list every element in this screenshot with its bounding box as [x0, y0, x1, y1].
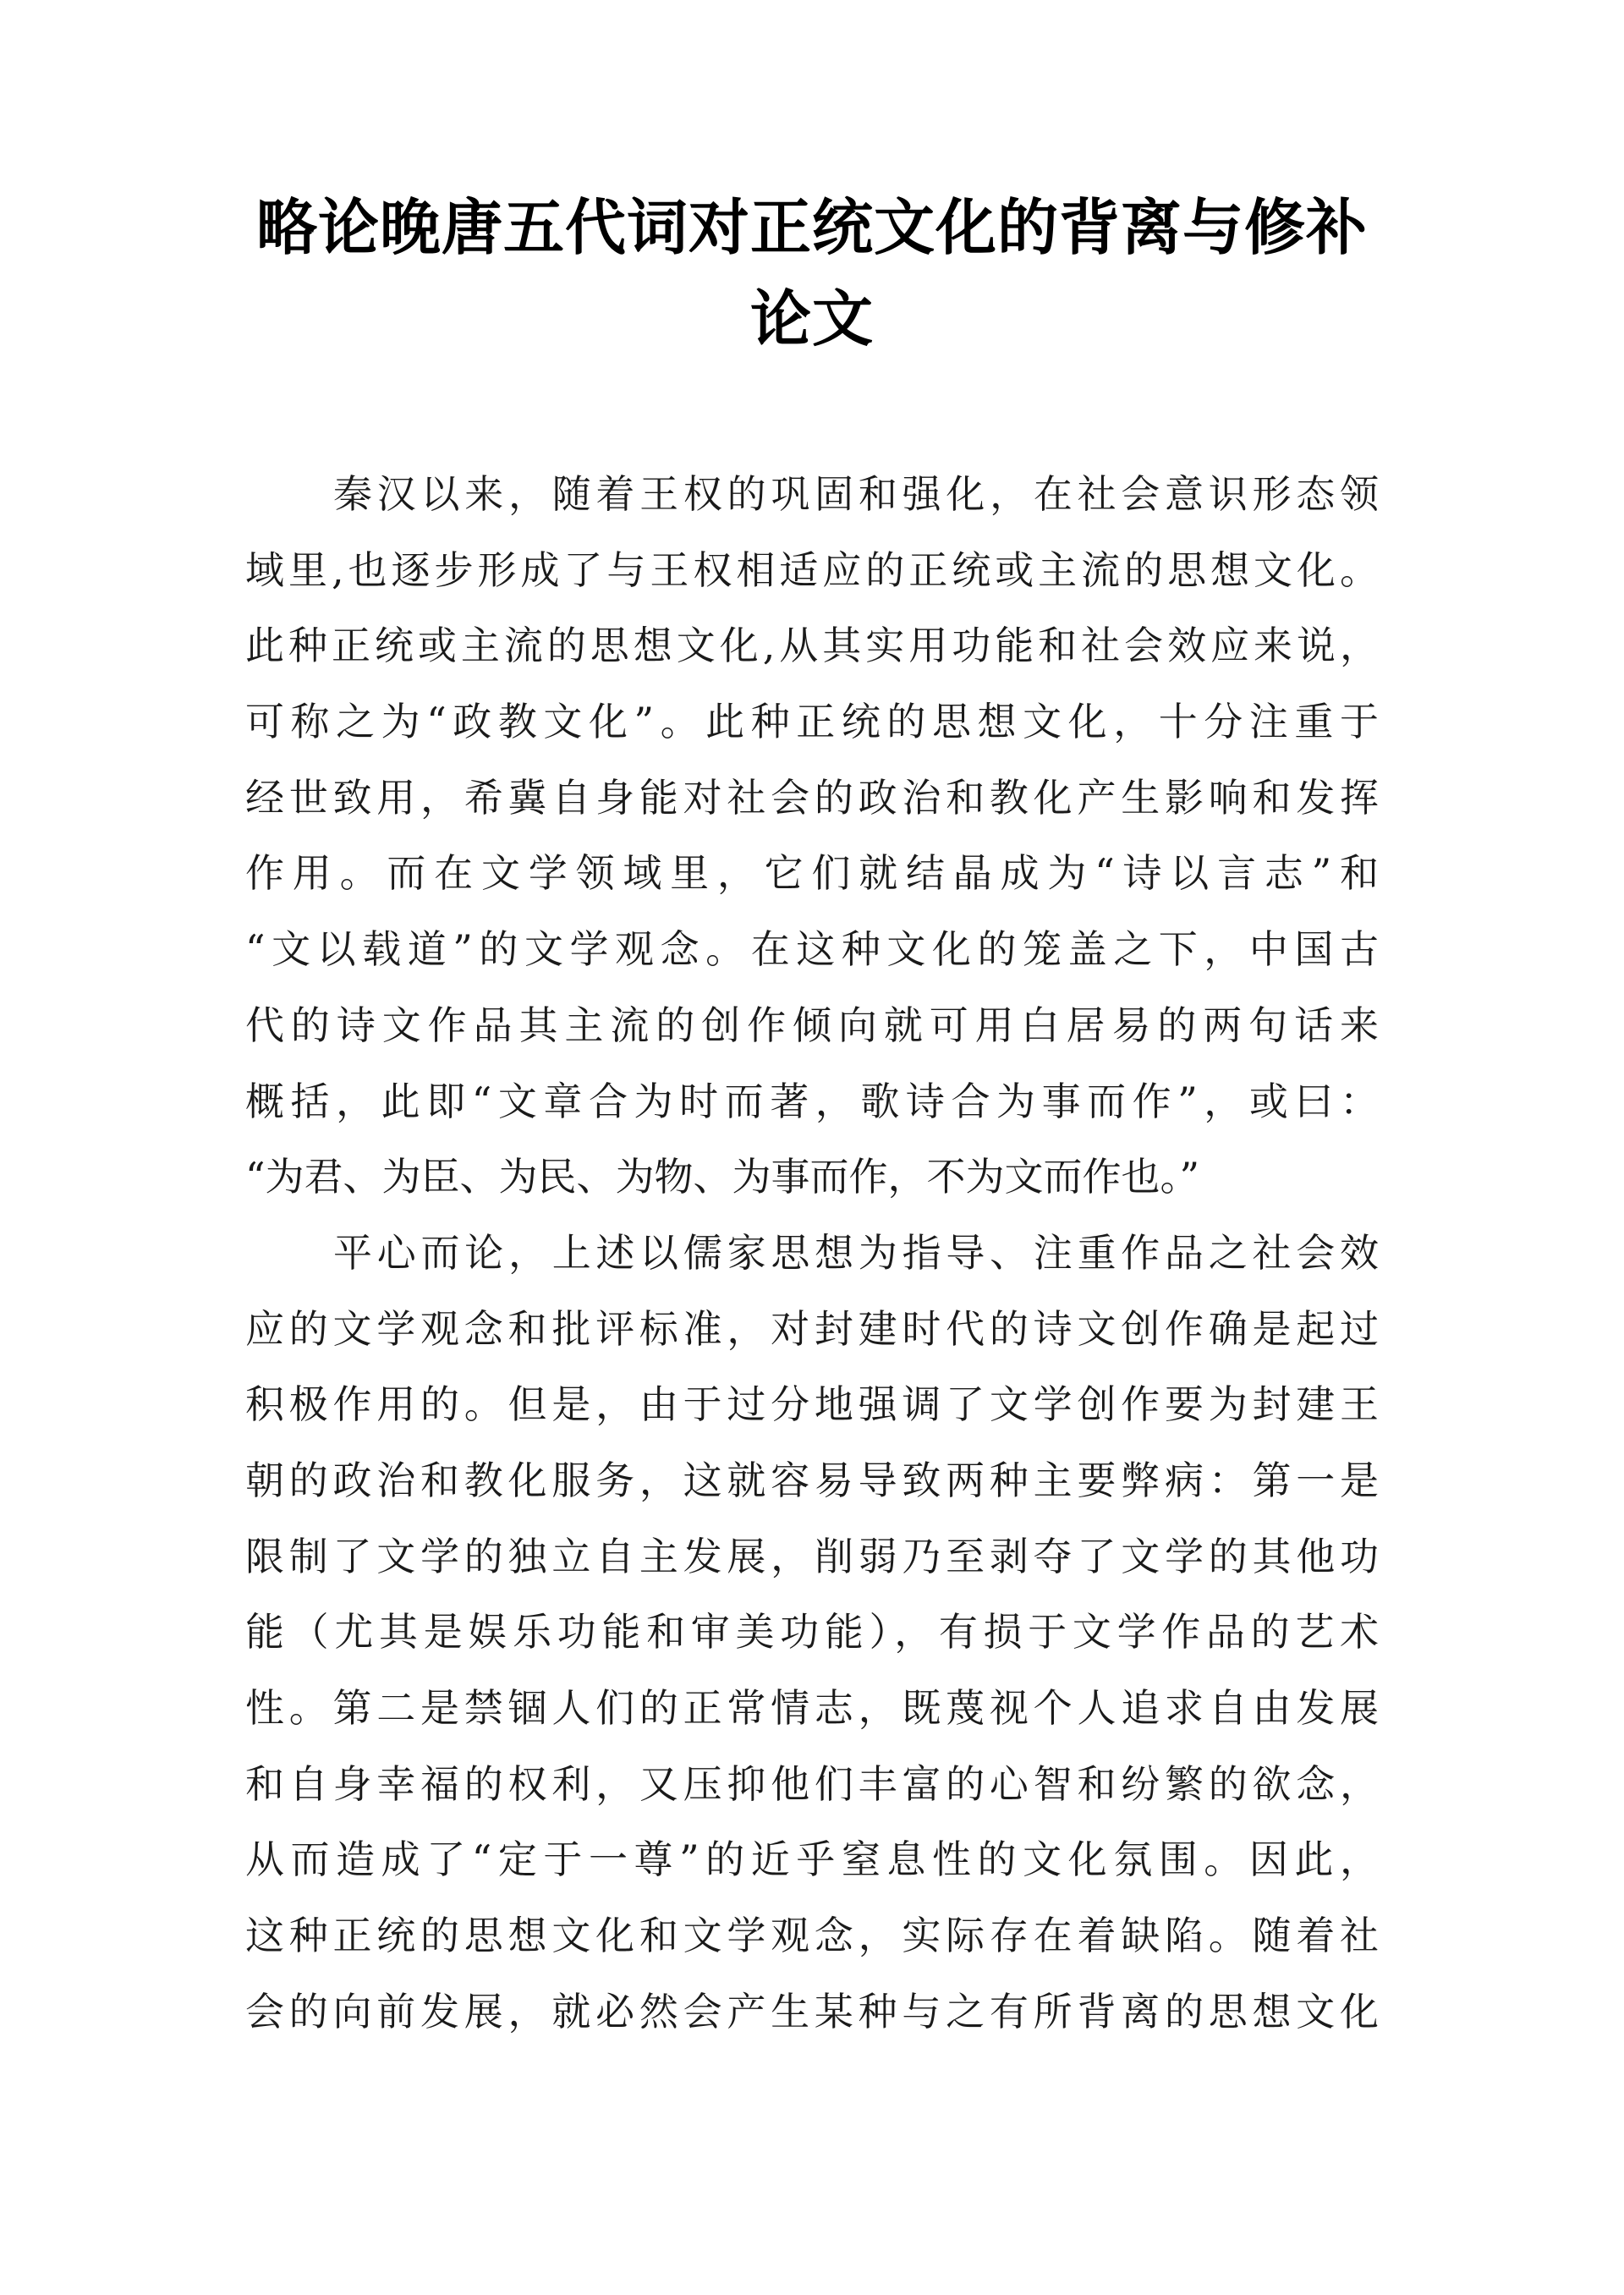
paragraph-1-line: 域里,也逐步形成了与王权相适应的正统或主流的思想文化。 [245, 546, 1379, 593]
paragraph-1-line: 可称之为“政教文化”。此种正统的思想文化，十分注重于 [245, 699, 1379, 745]
title-line-2: 论文 [749, 283, 874, 354]
paragraph-2-line: 限制了文学的独立自主发展，削弱乃至剥夺了文学的其他功 [245, 1533, 1379, 1579]
paragraph-1-line: 概括，此即“文章合为时而著，歌诗合为事而作”，或曰： [245, 1078, 1379, 1124]
paragraph-2-line: 朝的政治和教化服务，这就容易导致两种主要弊病：第一是 [245, 1457, 1379, 1503]
paragraph-2-line: 和自身幸福的权利，又压抑他们丰富的心智和纷繁的欲念， [245, 1760, 1379, 1807]
paragraph-2-line: 能（尤其是娱乐功能和审美功能），有损于文学作品的艺术 [245, 1609, 1379, 1655]
document-body [245, 457, 1379, 2050]
paragraph-1-line: “为君、为臣、为民、为物、为事而作，不为文而作也。” [245, 1154, 1200, 1200]
paragraph-2-line: 应的文学观念和批评标准，对封建时代的诗文创作确是起过 [245, 1305, 1379, 1352]
paragraph-2-line: 平心而论，上述以儒家思想为指导、注重作品之社会效 [333, 1229, 1379, 1276]
title-line-1: 略论晚唐五代词对正统文化的背离与修补 [255, 192, 1368, 263]
paragraph-2-line: 会的向前发展，就必然会产生某种与之有所背离的思想文化 [245, 1988, 1379, 2034]
paragraph-1-line: 作用。而在文学领域里，它们就结晶成为“诗以言志”和 [245, 850, 1379, 897]
paragraph-1-line: “文以载道”的文学观念。在这种文化的笼盖之下，中国古 [245, 926, 1379, 973]
paragraph-1-line: 此种正统或主流的思想文化,从其实用功能和社会效应来说， [245, 623, 1379, 669]
paragraph-2-line: 从而造成了“定于一尊”的近乎窒息性的文化氛围。因此， [245, 1837, 1379, 1883]
paragraph-1-line: 秦汉以来，随着王权的巩固和强化，在社会意识形态领 [333, 471, 1379, 517]
paragraph-1-line: 经世致用，希冀自身能对社会的政治和教化产生影响和发挥 [245, 774, 1379, 821]
paragraph-2-line: 这种正统的思想文化和文学观念，实际存在着缺陷。随着社 [245, 1913, 1379, 1959]
document-title [0, 182, 1624, 365]
paragraph-2-line: 积极作用的。但是，由于过分地强调了文学创作要为封建王 [245, 1381, 1379, 1428]
paragraph-2-line: 性。第二是禁锢人们的正常情志，既蔑视个人追求自由发展 [245, 1685, 1379, 1731]
paragraph-1-line: 代的诗文作品其主流的创作倾向就可用白居易的两句话来 [245, 1002, 1379, 1048]
